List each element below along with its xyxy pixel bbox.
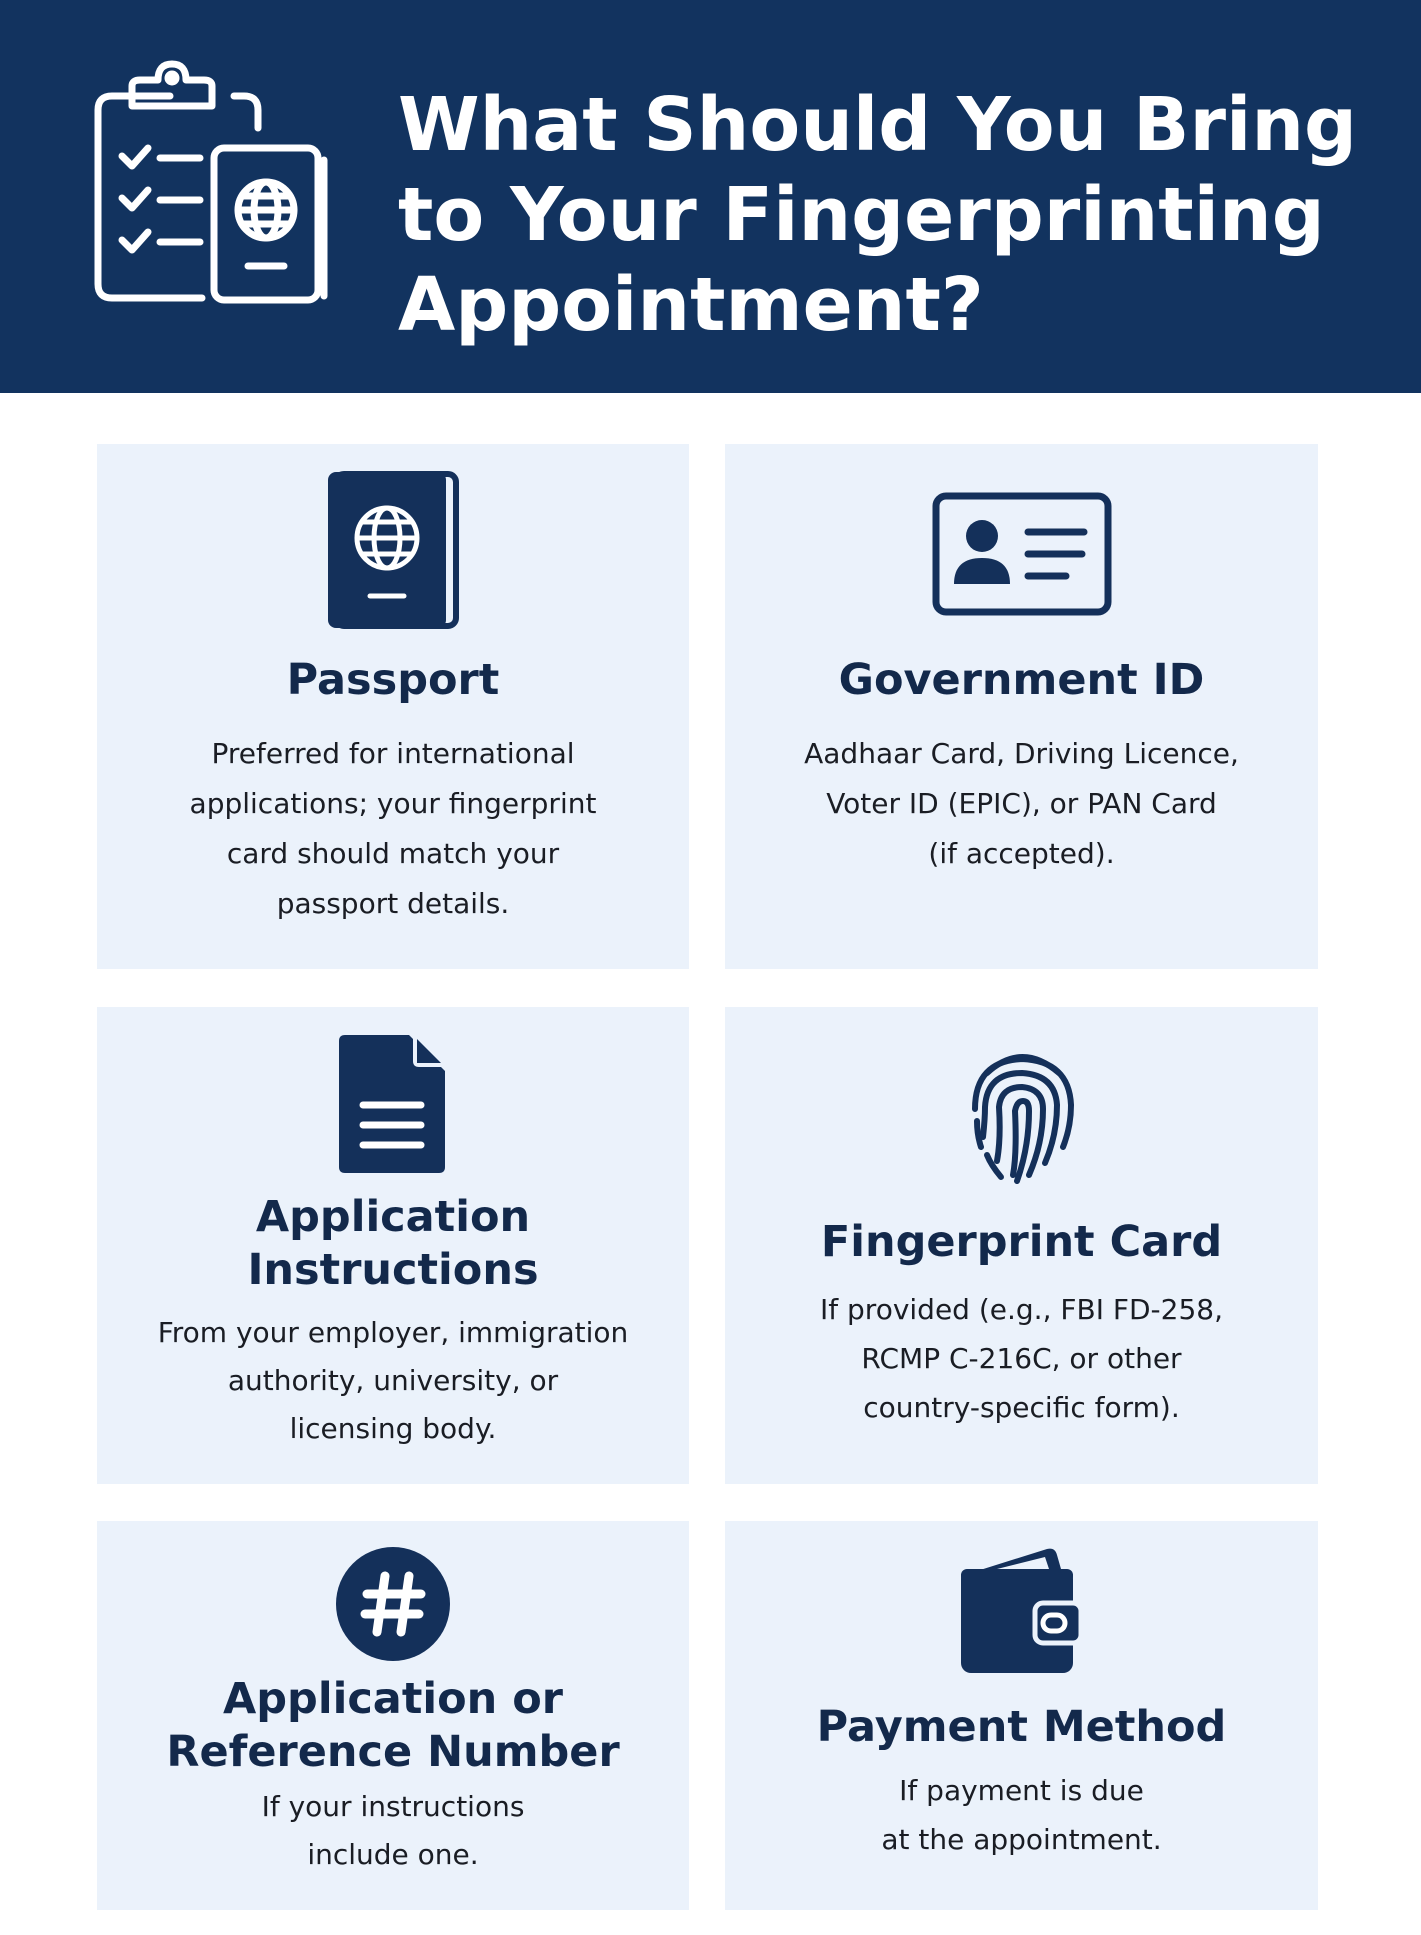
card-description <box>745 1285 1298 1432</box>
passport-icon <box>326 470 460 630</box>
card-title <box>97 1191 689 1297</box>
card-title <box>725 1701 1318 1754</box>
card-description-line: passport details. <box>276 887 510 920</box>
fingerprint-icon <box>967 1043 1077 1185</box>
card-description <box>117 1309 669 1453</box>
card-application-instructions <box>97 1007 689 1484</box>
card-description <box>117 729 669 929</box>
card-description-line: at the appointment. <box>881 1823 1162 1856</box>
card-description-line: licensing body. <box>289 1412 497 1445</box>
card-description <box>745 729 1298 879</box>
card-title <box>97 654 689 707</box>
card-description-line: If payment is due <box>899 1774 1144 1807</box>
card-title-line: Application or <box>223 1674 563 1724</box>
card-description-line: country-specific form). <box>863 1391 1180 1424</box>
header-banner <box>0 0 1421 393</box>
card-payment-method <box>725 1521 1318 1910</box>
card-title-line: Reference Number <box>166 1727 620 1777</box>
card-description-line: authority, university, or <box>227 1364 559 1397</box>
card-title-line: Fingerprint Card <box>820 1217 1223 1267</box>
card-description-line: If provided (e.g., FBI FD-258, <box>820 1293 1223 1326</box>
card-description-line: Preferred for international <box>211 737 575 770</box>
card-description <box>117 1783 669 1879</box>
card-reference-number <box>97 1521 689 1910</box>
card-title <box>725 1216 1318 1269</box>
checklist-passport-icon <box>92 58 332 310</box>
card-government-id <box>725 444 1318 969</box>
page-title-line: to Your Fingerprinting <box>398 172 1325 258</box>
wallet-icon <box>959 1545 1085 1675</box>
card-title-line: Instructions <box>247 1245 539 1295</box>
card-title <box>725 654 1318 707</box>
card-description-line: From your employer, immigration <box>157 1316 629 1349</box>
page-title <box>398 80 1398 350</box>
card-title-line: Passport <box>286 655 500 705</box>
card-description-line: Aadhaar Card, Driving Licence, <box>804 737 1239 770</box>
card-description-line: If your instructions <box>261 1790 525 1823</box>
card-title <box>97 1673 689 1779</box>
document-icon <box>337 1033 449 1175</box>
card-title-line: Payment Method <box>816 1702 1227 1752</box>
hash-icon <box>335 1546 451 1662</box>
card-passport <box>97 444 689 969</box>
card-title-line: Government ID <box>838 655 1205 705</box>
card-description-line: Voter ID (EPIC), or PAN Card <box>826 787 1217 820</box>
card-description-line: (if accepted). <box>928 837 1115 870</box>
card-description-line: include one. <box>307 1838 479 1871</box>
card-description <box>745 1766 1298 1864</box>
card-description-line: card should match your <box>226 837 560 870</box>
page-title-line: Appointment? <box>398 262 984 348</box>
card-description-line: RCMP C-216C, or other <box>861 1342 1182 1375</box>
id-card-icon <box>932 492 1112 616</box>
card-fingerprint-card <box>725 1007 1318 1484</box>
card-title-line: Application <box>255 1192 531 1242</box>
card-description-line: applications; your fingerprint <box>189 787 597 820</box>
page-title-line: What Should You Bring <box>398 82 1357 168</box>
